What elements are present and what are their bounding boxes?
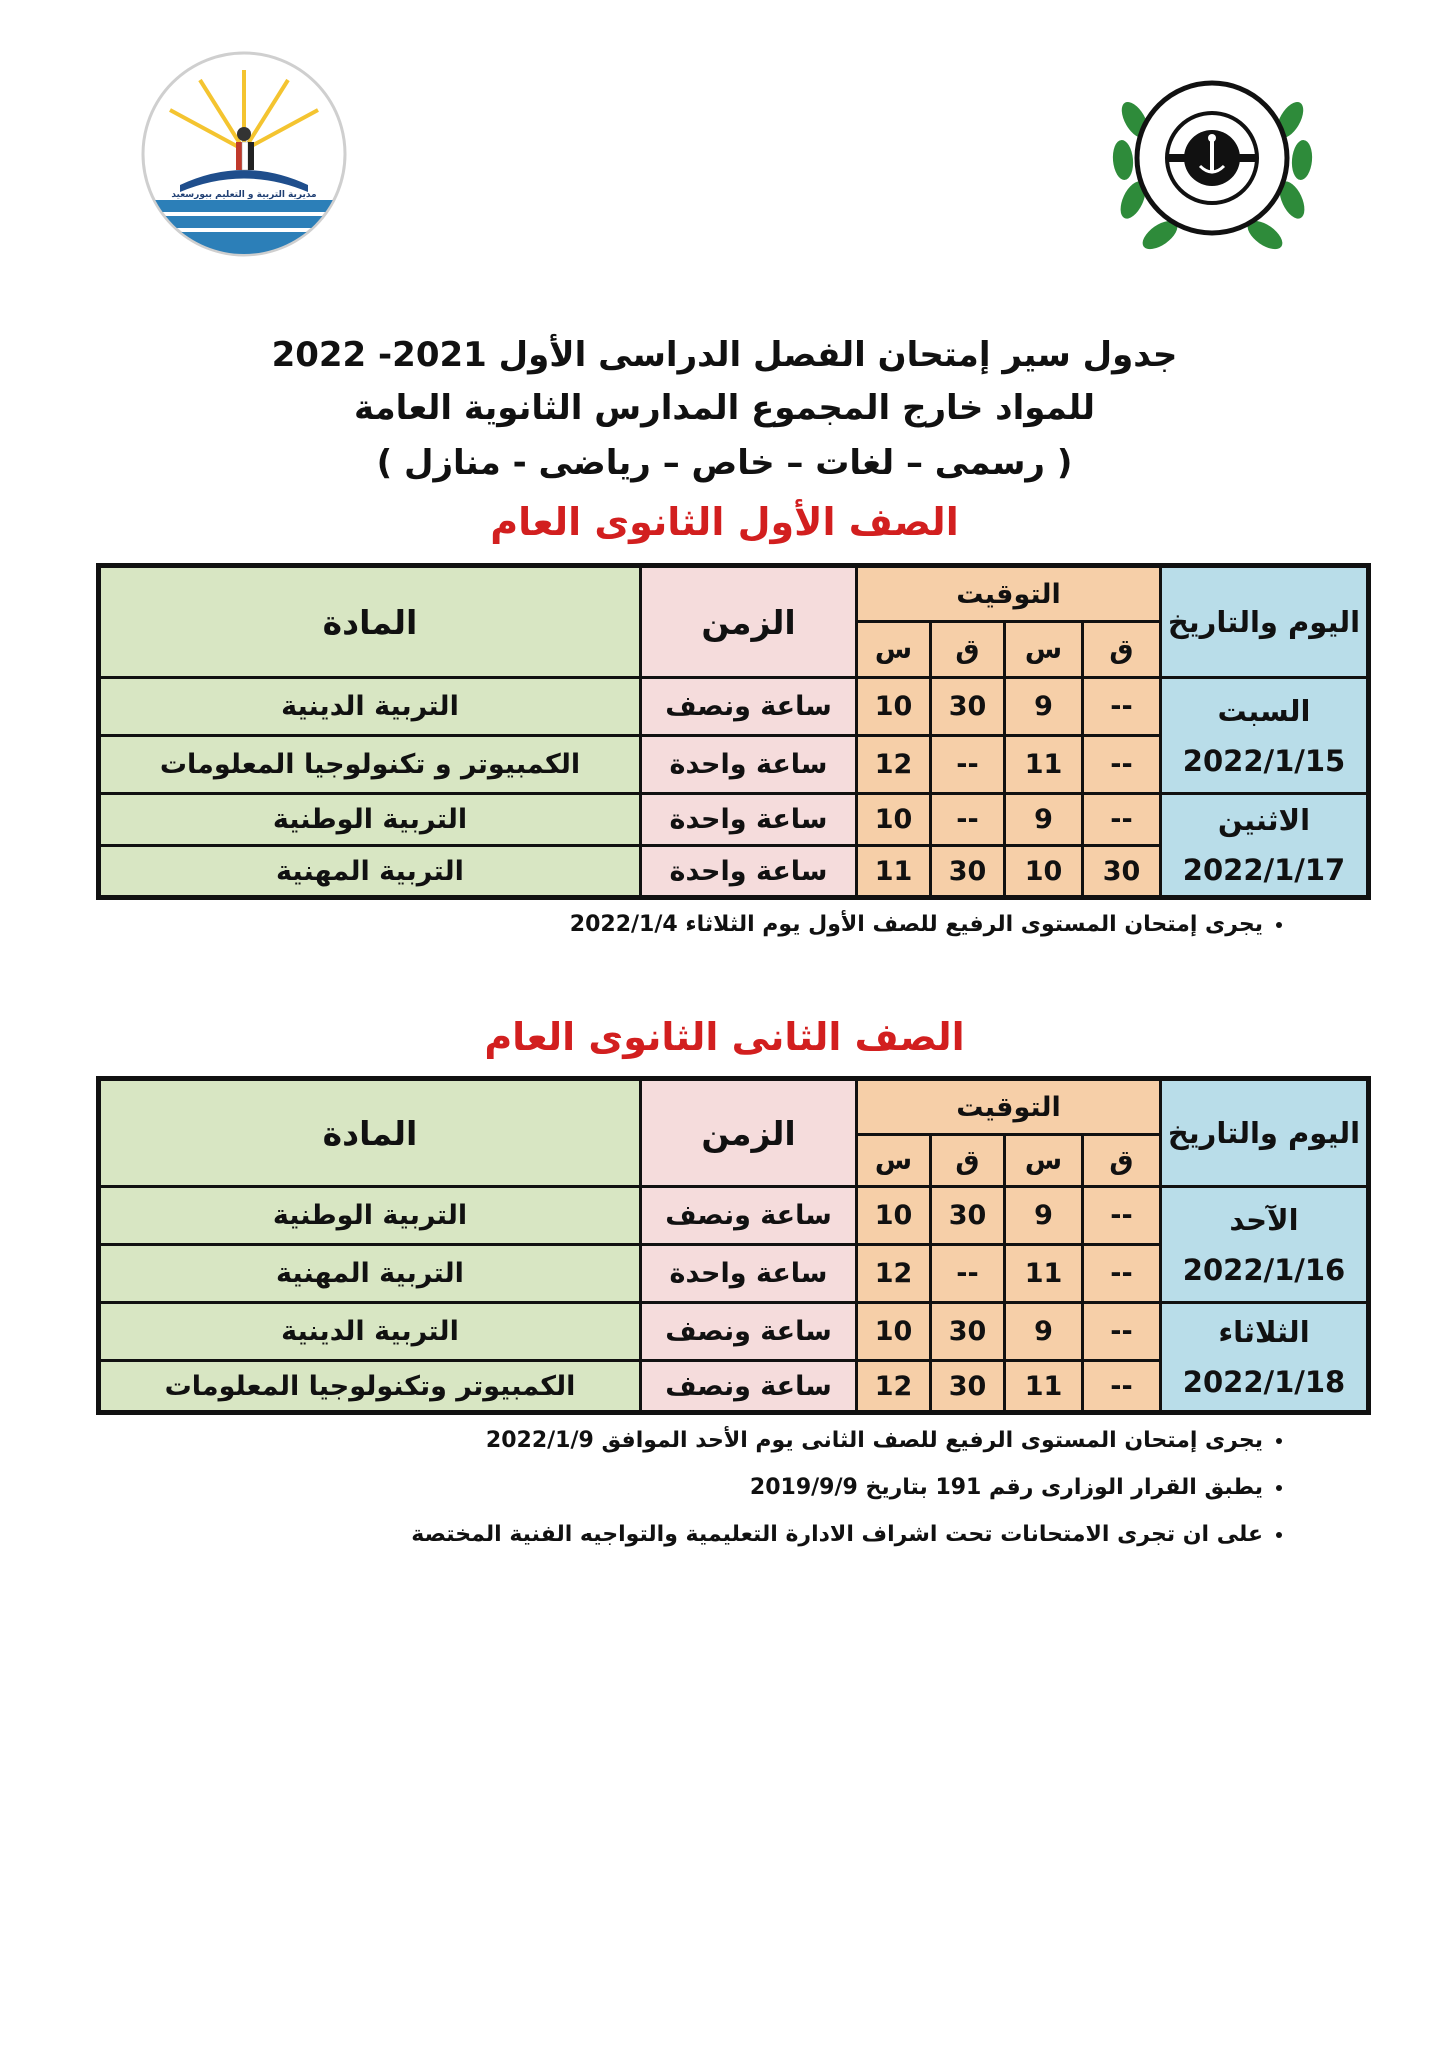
grade2-schedule-table — [96, 1076, 1371, 1415]
end-minutes: 30 — [931, 1187, 1005, 1245]
day-date-cell — [1161, 794, 1369, 898]
end-hour: 10 — [857, 794, 931, 846]
start-minutes: -- — [1083, 1361, 1161, 1413]
subject: الكمبيوتر و تكنولوجيا المعلومات — [99, 736, 641, 794]
start-hour: 11 — [1005, 1361, 1083, 1413]
start-minutes: -- — [1083, 1245, 1161, 1303]
start-minutes: -- — [1083, 1303, 1161, 1361]
exam-date: 2022/1/15 — [1182, 743, 1346, 778]
note-item: • يجرى إمتحان المستوى الرفيع للصف الثانى يوم الأحد الموافق 2022/1/9 — [0, 1428, 1263, 1453]
end-hour: 10 — [857, 678, 931, 736]
day-name: الآحد — [1229, 1202, 1299, 1237]
end-minutes: -- — [931, 736, 1005, 794]
end-minutes: 30 — [931, 846, 1005, 898]
directorate-logo — [140, 50, 348, 258]
header-s: س — [1005, 1135, 1083, 1187]
end-hour: 10 — [857, 1187, 931, 1245]
header-timing: التوقيت — [857, 566, 1161, 622]
duration: ساعة واحدة — [641, 736, 857, 794]
duration: ساعة ونصف — [641, 678, 857, 736]
title-line-1: جدول سير إمتحان الفصل الدراسى الأول 2021- 2022 — [271, 335, 1178, 375]
subject: التربية الوطنية — [99, 794, 641, 846]
subject: التربية الوطنية — [99, 1187, 641, 1245]
subject: التربية المهنية — [99, 1245, 641, 1303]
governorate-seal — [1105, 60, 1320, 265]
day-name: الثلاثاء — [1218, 1315, 1310, 1349]
end-minutes: 30 — [931, 678, 1005, 736]
header-s: س — [1005, 622, 1083, 678]
header-day-date: اليوم والتاريخ — [1161, 1079, 1369, 1187]
note-item: • يجرى إمتحان المستوى الرفيع للصف الأول يوم الثلاثاء 2022/1/4 — [0, 912, 1263, 937]
start-hour: 11 — [1005, 1245, 1083, 1303]
end-minutes: -- — [931, 1245, 1005, 1303]
start-minutes: 30 — [1083, 846, 1161, 898]
end-minutes: 30 — [931, 1361, 1005, 1413]
header-q: ق — [1083, 622, 1161, 678]
start-hour: 9 — [1005, 1303, 1083, 1361]
grade1-notes — [0, 912, 1285, 959]
duration: ساعة ونصف — [641, 1361, 857, 1413]
start-minutes: -- — [1083, 1187, 1161, 1245]
subject: التربية الدينية — [99, 1303, 641, 1361]
grade1-title: الصف الأول الثانوى العام — [490, 500, 959, 544]
start-hour: 9 — [1005, 794, 1083, 846]
start-hour: 9 — [1005, 678, 1083, 736]
end-hour: 12 — [857, 736, 931, 794]
duration: ساعة واحدة — [641, 1245, 857, 1303]
header-subject: المادة — [99, 1079, 641, 1187]
subject: التربية المهنية — [99, 846, 641, 898]
end-minutes: -- — [931, 794, 1005, 846]
day-date-cell — [1161, 1187, 1369, 1303]
exam-date: 2022/1/17 — [1182, 853, 1346, 887]
header-q: ق — [931, 622, 1005, 678]
table-row — [99, 678, 1369, 736]
subject: التربية الدينية — [99, 678, 641, 736]
table-row — [99, 1303, 1369, 1361]
grade2-title: الصف الثانى الثانوى العام — [484, 1015, 965, 1059]
start-minutes: -- — [1083, 794, 1161, 846]
end-hour: 12 — [857, 1361, 931, 1413]
duration: ساعة ونصف — [641, 1303, 857, 1361]
header-timing: التوقيت — [857, 1079, 1161, 1135]
duration: ساعة واحدة — [641, 846, 857, 898]
table-row — [99, 794, 1369, 846]
exam-date: 2022/1/18 — [1182, 1365, 1346, 1399]
header-day-date: اليوم والتاريخ — [1161, 566, 1369, 678]
duration: ساعة واحدة — [641, 794, 857, 846]
grade1-schedule-table — [96, 563, 1371, 900]
start-hour: 11 — [1005, 736, 1083, 794]
header-q: ق — [1083, 1135, 1161, 1187]
header-q: ق — [931, 1135, 1005, 1187]
svg-text:مديرية التربية و التعليم ببورس: مديرية التربية و التعليم ببورسعيد — [171, 190, 317, 200]
end-hour: 10 — [857, 1303, 931, 1361]
duration: ساعة ونصف — [641, 1187, 857, 1245]
header-subject: المادة — [99, 566, 641, 678]
header-s: س — [857, 622, 931, 678]
title-line-2: للمواد خارج المجموع المدارس الثانوية العامة — [353, 388, 1096, 428]
day-date-cell — [1161, 678, 1369, 794]
note-item: • يطبق القرار الوزارى رقم 191 بتاريخ 2019/9/9 — [0, 1475, 1263, 1500]
day-name: الاثنين — [1217, 803, 1311, 837]
exam-date: 2022/1/16 — [1182, 1252, 1346, 1287]
day-date-cell — [1161, 1303, 1369, 1413]
end-hour: 11 — [857, 846, 931, 898]
day-name: السبت — [1217, 693, 1311, 728]
header-duration: الزمن — [641, 566, 857, 678]
end-hour: 12 — [857, 1245, 931, 1303]
title-line-3: ( رسمى – لغات – خاص – رياضى - منازل ) — [376, 443, 1073, 483]
table-row — [99, 1187, 1369, 1245]
end-minutes: 30 — [931, 1303, 1005, 1361]
grade2-notes — [0, 1428, 1285, 1569]
start-hour: 9 — [1005, 1187, 1083, 1245]
header-s: س — [857, 1135, 931, 1187]
start-minutes: -- — [1083, 736, 1161, 794]
note-item: • على ان تجرى الامتحانات تحت اشراف الادارة التعليمية والتواجيه الفنية المختصة — [0, 1522, 1263, 1547]
start-minutes: -- — [1083, 678, 1161, 736]
start-hour: 10 — [1005, 846, 1083, 898]
subject: الكمبيوتر وتكنولوجيا المعلومات — [99, 1361, 641, 1413]
header-duration: الزمن — [641, 1079, 857, 1187]
